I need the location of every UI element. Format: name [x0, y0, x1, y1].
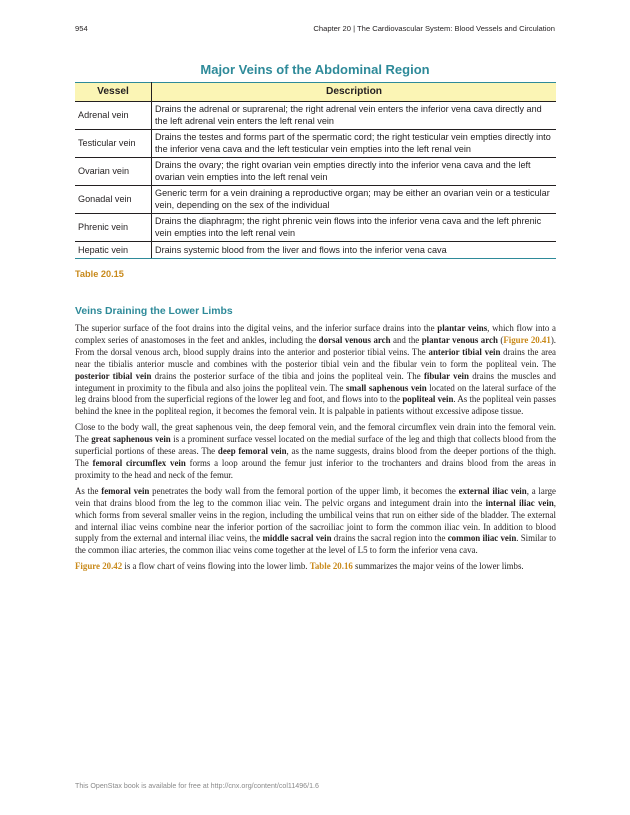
key-term: femoral circumflex vein: [92, 457, 186, 468]
paragraph-foot-drainage: [75, 323, 556, 418]
table-row: [75, 214, 556, 242]
text-run: , as the name suggests, drains blood from the deeper portions of the thigh. The: [75, 446, 556, 468]
vessel-cell: Adrenal vein: [75, 102, 152, 130]
text-run: ). From the dorsal venous arch, blood supply drains into the anterior and posterior tibial veins. The: [75, 334, 556, 357]
body-text: [75, 323, 556, 577]
key-term: plantar venous arch: [421, 334, 498, 345]
figure-link[interactable]: Figure 20.41: [503, 334, 551, 345]
key-term: middle sacral vein: [262, 533, 332, 544]
table-link[interactable]: Table 20.16: [309, 561, 353, 572]
page-number: 954: [75, 24, 88, 33]
description-cell: Drains the adrenal or suprarenal; the right adrenal vein enters the inferior vena cava directly and the left adrenal vein enters the left renal vein: [152, 102, 557, 130]
column-header-description: Description: [152, 83, 557, 102]
description-cell: Drains the ovary; the right ovarian vein empties directly into the inferior vena cava and the left ovarian vein empties into the left renal vein: [152, 158, 557, 186]
column-header-vessel: Vessel: [75, 83, 152, 102]
key-term: deep femoral vein: [217, 446, 287, 457]
text-run: , a large vein that drains blood from the leg to the common iliac vein. The pelvic organs and integument drain into the: [75, 485, 556, 508]
table-row: [75, 130, 556, 158]
chapter-title: Chapter 20 | The Cardiovascular System: Blood Vessels and Circulation: [313, 24, 555, 33]
key-term: femoral vein: [101, 485, 150, 496]
figure-link[interactable]: Figure 20.42: [75, 561, 123, 572]
vessel-cell: Gonadal vein: [75, 186, 152, 214]
table-row: [75, 186, 556, 214]
text-run: drains the area near the tibialis anterior muscle and combines with the posterior tibial vein and the fibular vein to form the popliteal vein. The: [75, 346, 556, 369]
key-term: plantar veins: [437, 323, 488, 333]
key-term: dorsal venous arch: [318, 334, 391, 345]
text-run: forms a loop around the femur just inferior to the trochanters and drains blood from the areas in proximity to the head and neck of the femur.: [75, 457, 556, 480]
description-cell: Drains systemic blood from the liver and flows into the inferior vena cava: [152, 242, 557, 259]
key-term: internal iliac vein: [485, 497, 554, 508]
description-cell: Drains the testes and forms part of the spermatic cord; the right testicular vein empties directly into the inferior vena cava and the left testicular vein empties into the left renal vein: [152, 130, 557, 158]
text-run: located on the lateral surface of the leg drains blood from the superficial regions of the lower leg and foot, and flows into to the: [75, 382, 556, 405]
vessel-cell: Testicular vein: [75, 130, 152, 158]
key-term: common iliac vein: [447, 533, 517, 544]
table-caption: Table 20.15: [75, 269, 124, 279]
text-run: As the: [75, 485, 102, 496]
vessel-cell: Hepatic vein: [75, 242, 152, 259]
table-title: Major Veins of the Abdominal Region: [200, 62, 430, 77]
paragraph-femoral-tributaries: [75, 422, 556, 482]
text-run: The superior surface of the foot drains into the digital veins, and the inferior surface drains into the: [75, 323, 438, 333]
vessel-cell: Ovarian vein: [75, 158, 152, 186]
page-footer: This OpenStax book is available for free at http://cnx.org/content/col11496/1.6: [75, 782, 319, 790]
key-term: great saphenous vein: [91, 434, 171, 445]
text-run: (: [497, 334, 504, 345]
table-header-row: [75, 83, 556, 102]
text-run: drains the posterior surface of the tibia and joins the popliteal vein. The: [151, 370, 424, 381]
text-run: , which forms from several smaller veins in the region, including the umbilical veins that run on either side of the bladder. The external and internal iliac veins combine near the inferior portion of the sacroiliac joint to form the common iliac vein. In addition to blood supply from the external and internal iliac veins, the: [75, 497, 556, 544]
section-heading: Veins Draining the Lower Limbs: [75, 306, 233, 317]
description-cell: Generic term for a vein draining a reproductive organ; may be either an ovarian vein or a testicular vein, depending on the sex of the individual: [152, 186, 557, 214]
key-term: popliteal vein: [402, 394, 454, 405]
abdominal-veins-table: [75, 82, 556, 259]
table-row: [75, 158, 556, 186]
key-term: posterior tibial vein: [75, 370, 152, 381]
text-run: is a flow chart of veins flowing into the lower limb.: [122, 561, 310, 572]
paragraph-summary: [75, 561, 556, 573]
key-term: small saphenous vein: [346, 382, 427, 393]
description-cell: Drains the diaphragm; the right phrenic vein flows into the inferior vena cava and the left phrenic vein empties into the left renal vein: [152, 214, 557, 242]
paragraph-iliac-veins: [75, 486, 556, 557]
text-run: penetrates the body wall from the femoral portion of the upper limb, it becomes the: [149, 485, 459, 496]
text-run: Close to the body wall, the great saphenous vein, the deep femoral vein, and the femoral circumflex vein drain into the femoral vein. The: [75, 422, 556, 445]
vessel-cell: Phrenic vein: [75, 214, 152, 242]
text-run: . Similar to the common iliac arteries, the common iliac veins come together at the level of L5 to form the inferior vena cava.: [75, 533, 556, 556]
text-run: . As the popliteal vein passes behind the knee in the popliteal region, it becomes the femoral vein. It is palpable in patients without excessive adipose tissue.: [75, 394, 557, 417]
text-run: is a prominent surface vessel located on the medial surface of the leg and thigh that collects blood from the superficial portions of these areas. The: [75, 434, 556, 457]
table-row: [75, 102, 556, 130]
table-row: [75, 242, 556, 259]
text-run: drains the muscles and integument in proximity to the fibula and also joins the popliteal vein. The: [75, 370, 556, 393]
key-term: external iliac vein: [458, 485, 527, 496]
text-run: and the: [390, 334, 422, 345]
text-run: summarizes the major veins of the lower limbs.: [352, 561, 524, 572]
key-term: anterior tibial vein: [428, 346, 501, 357]
text-run: drains the sacral region into the: [331, 533, 448, 544]
text-run: , which flow into a complex series of anastomoses in the feet and ankles, including the: [75, 323, 556, 345]
key-term: fibular vein: [423, 370, 469, 381]
